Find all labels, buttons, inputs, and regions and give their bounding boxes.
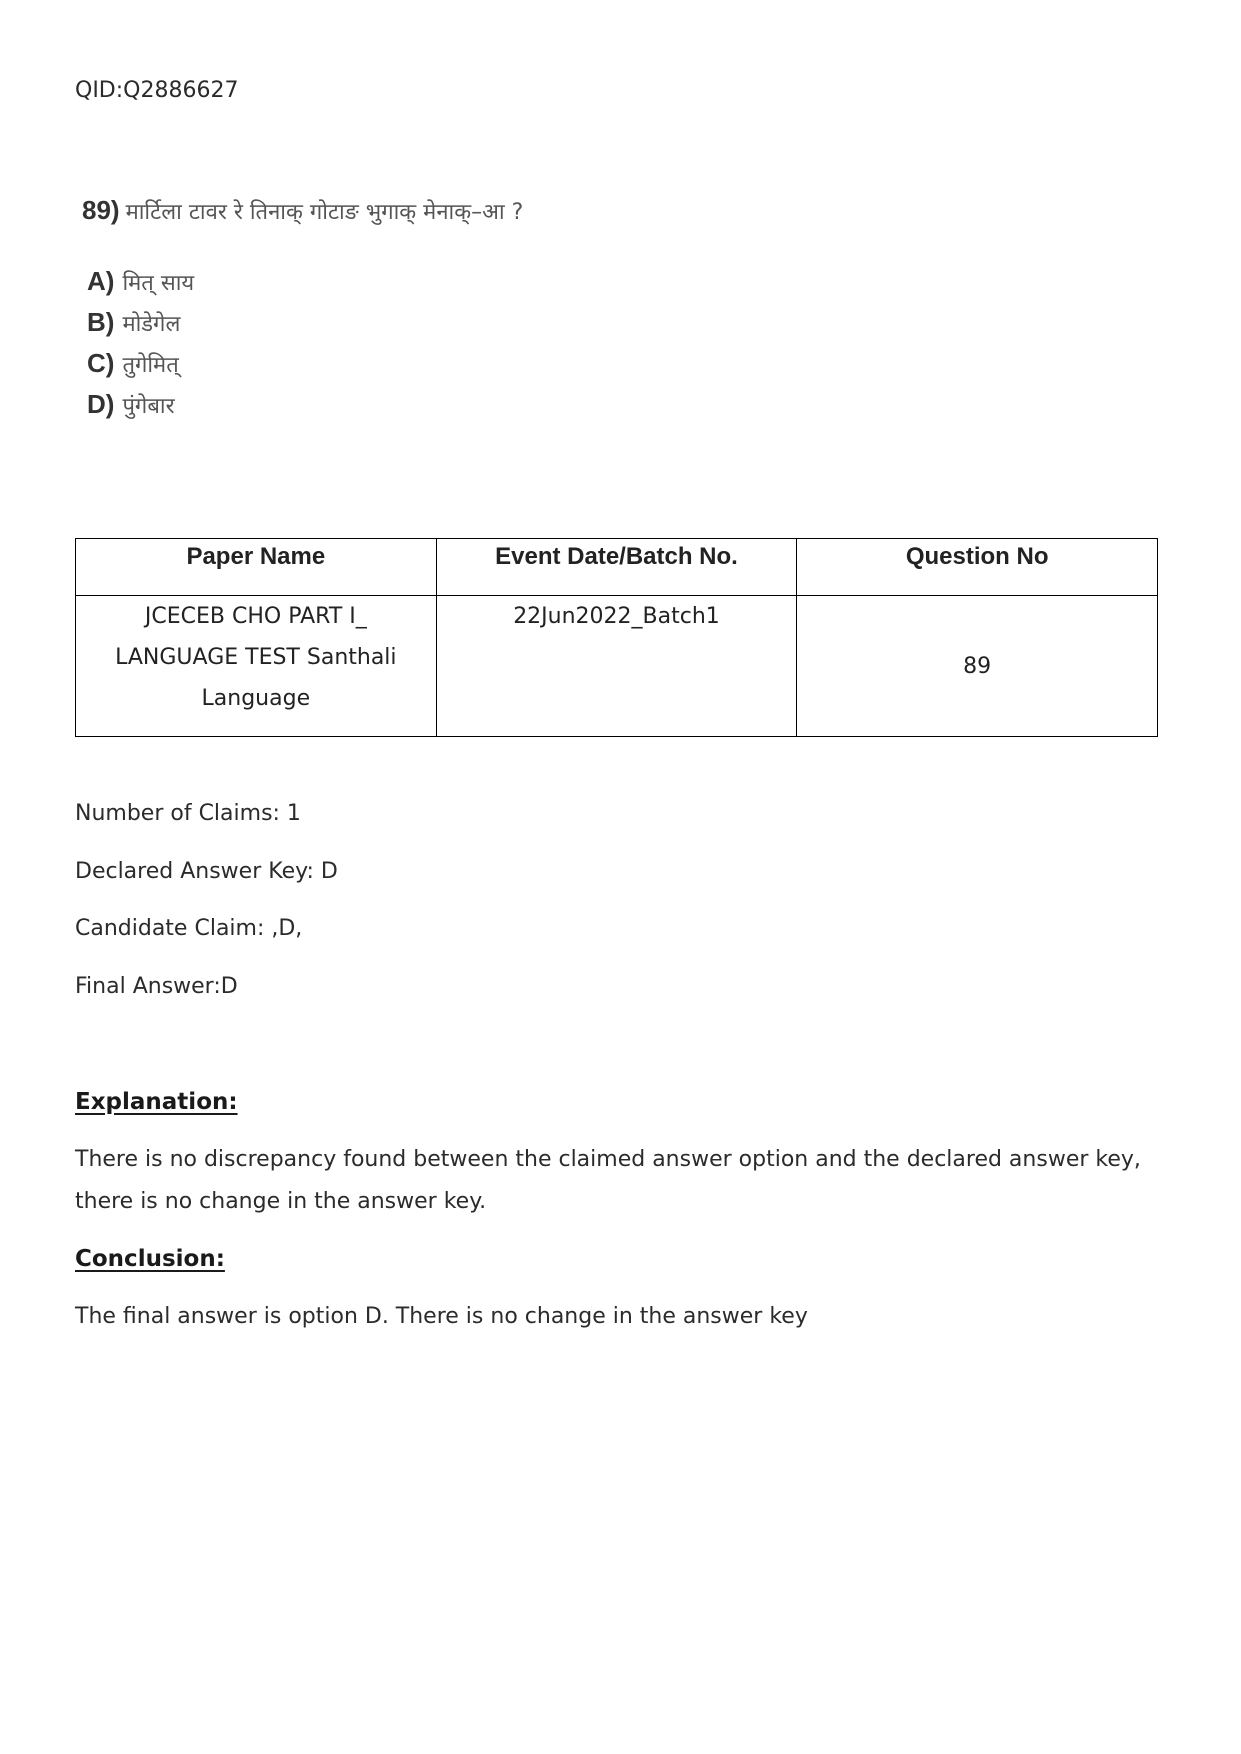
header-paper-name: Paper Name <box>76 539 437 596</box>
option-a <box>87 266 194 307</box>
option-label: A) <box>87 266 115 296</box>
question-text: मार्टिला टावर रे तिनाक् गोटाङ भुगाक् मेनाक्–आ ? <box>125 200 524 225</box>
question-id: QID:Q2886627 <box>75 78 239 103</box>
question-text-block <box>82 195 523 226</box>
option-label: B) <box>87 307 115 337</box>
cell-event-batch: 22Jun2022_Batch1 <box>436 596 797 737</box>
cell-question-no: 89 <box>797 596 1158 737</box>
option-d <box>87 389 194 430</box>
conclusion-heading: Conclusion: <box>75 1246 225 1272</box>
cell-paper-name: JCECEB CHO PART I_ LANGUAGE TEST Santhali Language <box>76 596 437 737</box>
conclusion-text: The final answer is option D. There is no change in the answer key <box>75 1304 808 1329</box>
option-b <box>87 307 194 348</box>
option-text: पुंगेबार <box>122 394 175 419</box>
option-c <box>87 348 194 389</box>
header-question-no: Question No <box>797 539 1158 596</box>
paper-info-table <box>75 538 1158 737</box>
option-label: C) <box>87 348 115 378</box>
table-header-row <box>76 539 1158 596</box>
explanation-text: There is no discrepancy found between the claimed answer option and the declared answer key, there is no change in the answer key. <box>75 1147 1141 1214</box>
option-text: मित् साय <box>122 271 195 296</box>
table-row <box>76 596 1158 737</box>
explanation-heading: Explanation: <box>75 1089 238 1115</box>
question-number: 89) <box>82 195 120 225</box>
final-answer: Final Answer:D <box>75 974 238 999</box>
declared-answer-key: Declared Answer Key: D <box>75 859 338 884</box>
option-text: मोडेगेल <box>122 312 181 337</box>
option-text: तुगेमित् <box>122 353 179 378</box>
option-label: D) <box>87 389 115 419</box>
options-list <box>87 266 194 430</box>
header-event-date: Event Date/Batch No. <box>436 539 797 596</box>
number-of-claims: Number of Claims: 1 <box>75 801 301 826</box>
candidate-claim: Candidate Claim: ,D, <box>75 916 303 941</box>
